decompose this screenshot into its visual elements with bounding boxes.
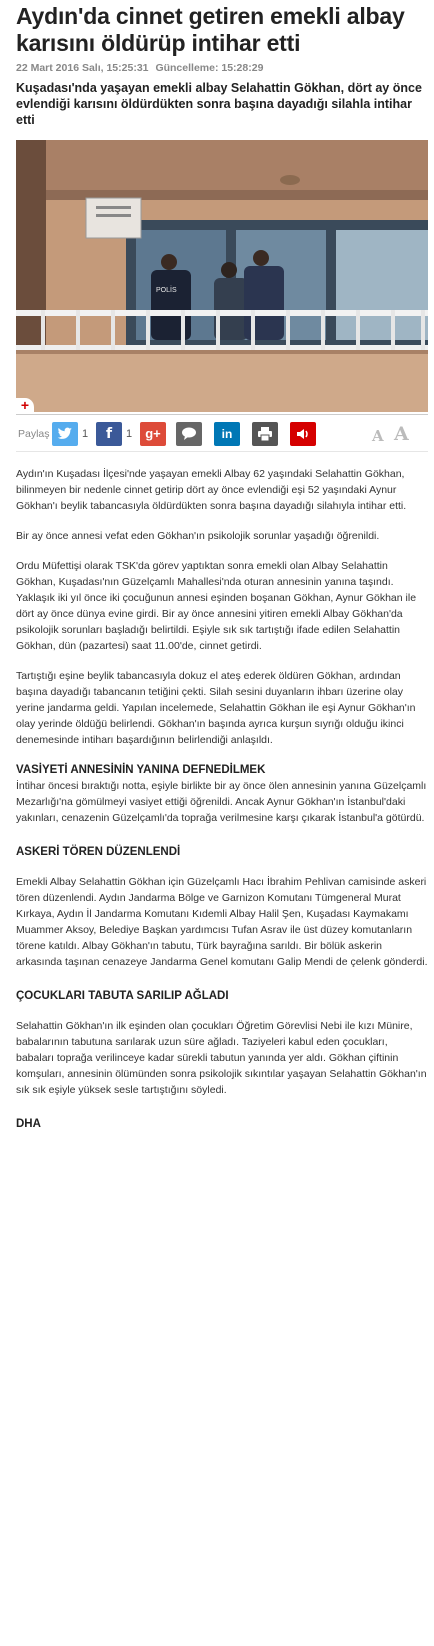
font-increase-button[interactable]: A xyxy=(394,423,409,445)
news-source: DHA xyxy=(16,1118,41,1130)
facebook-share-button[interactable] xyxy=(96,422,122,446)
facebook-count: 1 xyxy=(126,428,133,440)
print-icon xyxy=(257,427,273,441)
twitter-share-button[interactable] xyxy=(52,422,78,446)
paragraph: Tartıştığı eşine beylik tabancasıyla dokuz el ateş ederek öldüren Gökhan, ardından başına dayadığı tabancanın tetiğini çekti. Silah sesini duyanların ihbarı üzerine olay yerine jandarma geldi. Yapılan incelemede, Selahattin Gökhan ile eşi Aynur Gökhan'ın olay yerinde öldüğü belirlendi. Gökhan'ın başında ayrıca kurşun sıyrığı olduğu ikinci denemesinde intiharı başardığının belirlendiği anlaşıldı. xyxy=(16,670,416,746)
article-spot: Kuşadası'nda yaşayan emekli albay Selahattin Gökhan, dört ay önce evlendiği karısını öldürdükten sonra başına dayadığı silahla intihar etti xyxy=(16,81,422,127)
paragraph: Ordu Müfettişi olarak TSK'da görev yaptıktan sonra emekli olan Albay Selahattin Gökhan, Kuşadası'nın Güzelçamlı Mahallesi'nda oturan annesinin yanına taşındı. Yaklaşık iki yıl önce iki çocuğunun annesi eşinden boşanan Gökhan, Aynur Gökhan ile dört ay önce dünya evine girdi. Bir ay önce annesini yitiren emekli Albay Gökhan'da psikolojik sorunları başladığı belirtildi. Eşiyle sık sık tartıştığı ifade edilen Selahattin Gökhan, dün (pazartesi) saat 11.00'de, cinnet getirdi. xyxy=(16,560,417,652)
linkedin-icon: in xyxy=(221,427,233,441)
paragraph: Bir ay önce annesi vefat eden Gökhan'ın psikolojik sorunlar yaşadığı öğrenildi. xyxy=(16,530,380,542)
comment-button[interactable] xyxy=(176,422,202,446)
linkedin-share-button[interactable] xyxy=(214,422,240,446)
print-button[interactable] xyxy=(252,422,278,446)
paragraph: Emekli Albay Selahattin Gökhan için Güzelçamlı Hacı İbrahim Pehlivan camisinde askeri tören düzenlendi. Aydın Jandarma Bölge ve Garnizon Komutanı Tümgeneral Murat Kırkaya, Aydın İl Jandarma Komutanı Kıdemli Albay Halil Şen, Kuşadası Kaymakamı Muammer Aksoy, Belediye Başkan yardımcısı Tufan Asrav ile üst düzey komutanların törene katıldı. Albay Gökhan'ın tabutu, Türk bayrağına sarıldı. Bir bölük askerin arkasında taşınan cenazeye Jandarma Genel komutanı Galip Mendi de çelenk gönderdi. xyxy=(16,876,428,968)
publish-date: 22 Mart 2016 Salı, 15:25:31 xyxy=(16,62,149,74)
comment-icon xyxy=(181,427,197,440)
twitter-count: 1 xyxy=(82,428,89,440)
article-meta xyxy=(16,62,428,74)
paragraph: Selahattin Gökhan'ın ilk eşinden olan çocukları Öğretim Görevlisi Nebi ile kızı Münire, babalarının tabutuna sarılarak uzun süre ağladı. Taziyeleri kabul eden çocukları, babaları toprağa verilinceye kadar sürekli tabutun yanında yer aldı. Gökhan çiftinin komşuları, annesinin ölümünden sonra psikolojik sıkıntılar yaşayan Selahattin Gökhan'ın sık sık eşiyle yüksek sesle tartıştığını söyledi. xyxy=(16,1020,427,1096)
photo-expand-button[interactable]: + xyxy=(16,398,34,412)
listen-button[interactable] xyxy=(290,422,316,446)
article-body xyxy=(16,466,428,1132)
article-title: Aydın'da cinnet getiren emekli albay karısını öldürüp intihar etti xyxy=(16,3,405,56)
update-date: Güncelleme: 15:28:29 xyxy=(155,62,264,74)
font-decrease-button[interactable]: A xyxy=(372,427,384,445)
article xyxy=(16,0,428,1146)
photo-illustration xyxy=(16,140,428,412)
subheading: ÇOCUKLARI TABUTA SARILIP AĞLADI xyxy=(16,990,229,1002)
paragraph: İntihar öncesi bıraktığı notta, eşiyle birlikte bir ay önce ölen annesinin yanına Güzelçamlı Mezarlığı'na gömülmeyi vasiyet ettiği öğrenildi. Ancak Aynur Gökhan'ın İstanbul'daki yakınları, cenazenin Güzelçamlı'da toprağa verilmesine karşı çıkarak İstanbul'a götürdü. xyxy=(16,780,427,824)
speaker-icon xyxy=(295,427,311,441)
share-bar xyxy=(16,414,428,452)
subheading: VASİYETİ ANNESİNİN YANINA DEFNEDİLMEK xyxy=(16,764,266,776)
subheading: ASKERİ TÖREN DÜZENLENDİ xyxy=(16,846,181,858)
google-plus-share-button[interactable] xyxy=(140,422,166,446)
paragraph: Aydın'ın Kuşadası İlçesi'nde yaşayan emekli Albay 62 yaşındaki Selahattin Gökhan, bilinmeyen bir nedenle cinnet getirip dört ay önce evlendiği eşi 52 yaşındaki Aynur Gökhan'ı beylik tabancasıyla öldürdükten sonra başına dayadığı silahıyla intihar etti. xyxy=(16,468,407,512)
photo-police-text: POLİS xyxy=(156,287,177,294)
google-plus-icon: g+ xyxy=(145,426,161,441)
twitter-icon xyxy=(57,427,73,441)
share-label: Paylaş xyxy=(18,428,50,440)
article-photo[interactable] xyxy=(16,140,428,412)
facebook-icon: f xyxy=(105,426,113,442)
